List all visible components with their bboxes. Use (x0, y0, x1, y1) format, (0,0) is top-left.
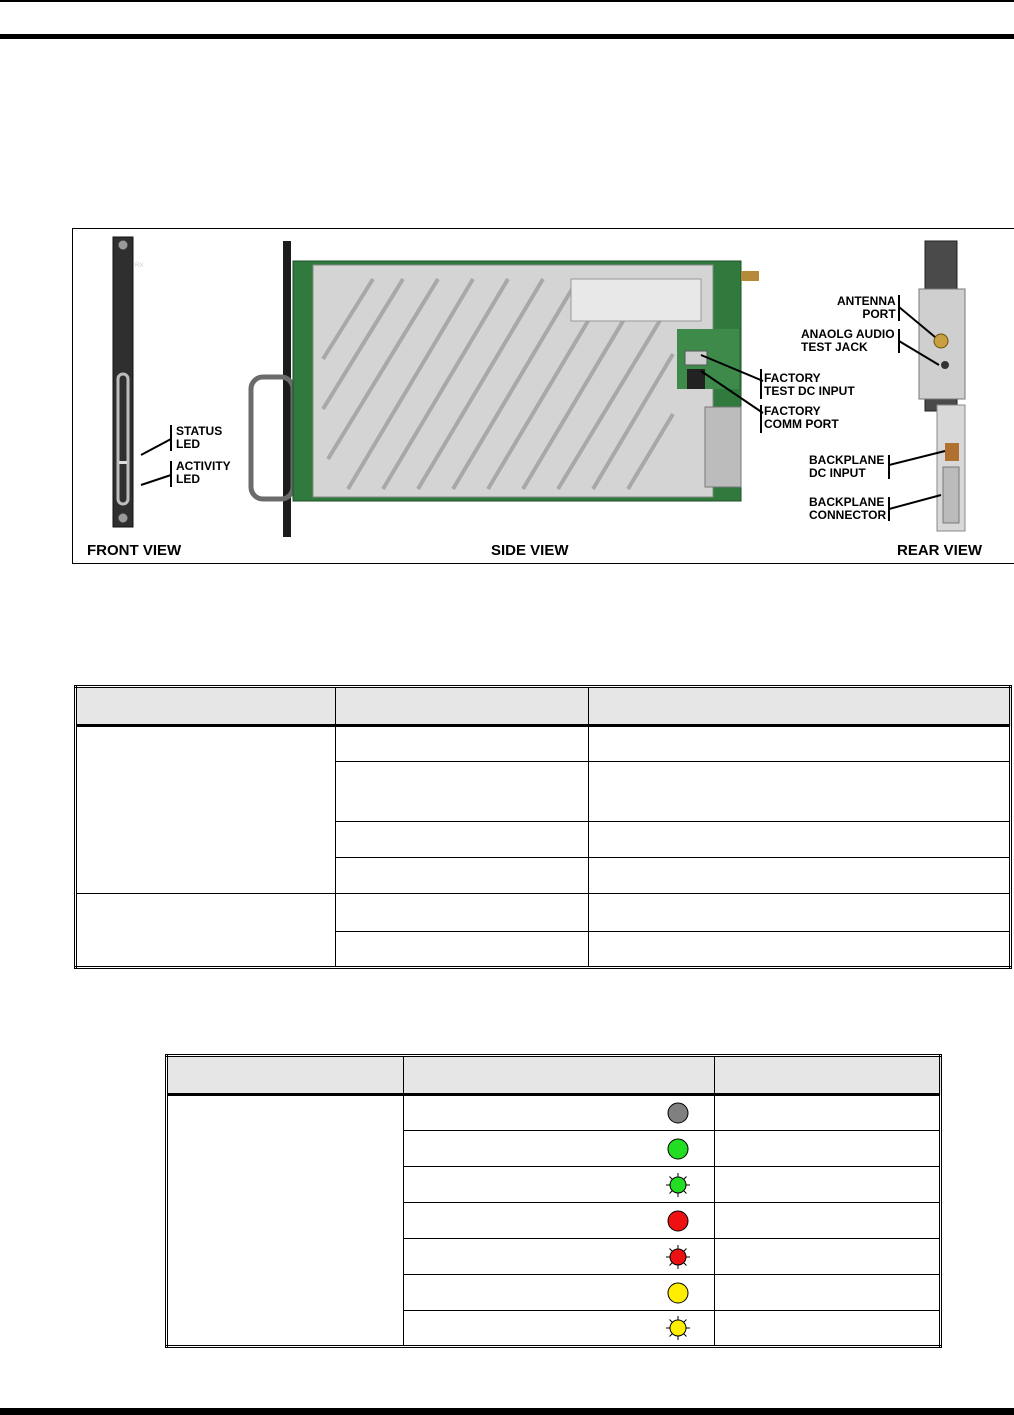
factory-test-dc-input-callout: FACTORY TEST DC INPUT (764, 371, 855, 398)
led-indicator-cell (403, 1095, 714, 1131)
table-cell (715, 1095, 941, 1131)
front-view-label: FRONT VIEW (87, 542, 182, 559)
table-cell (335, 726, 588, 762)
table-cell (715, 1203, 941, 1239)
footer-rule (0, 1408, 1014, 1415)
led-icon (666, 1101, 690, 1125)
table-header-row (76, 687, 1011, 726)
activity-led-callout: ACTIVITY LED (176, 459, 231, 486)
front-panel (113, 237, 143, 527)
side-view-label: SIDE VIEW (491, 542, 569, 559)
table-cell (335, 932, 588, 968)
led-state-row (167, 1095, 941, 1131)
backplane-connector-callout: BACKPLANE CONNECTOR (809, 495, 887, 522)
led-indicator-cell (403, 1131, 714, 1167)
table-cell (715, 1239, 941, 1275)
table-cell (335, 822, 588, 858)
table-cell (588, 858, 1010, 894)
led-indicator-cell (403, 1311, 714, 1347)
table-header-cell (403, 1056, 714, 1095)
led-states-table (165, 1054, 942, 1348)
header-rule-thin (0, 0, 1014, 2)
module-views-figure (72, 228, 1014, 564)
led-indicator-cell (403, 1275, 714, 1311)
led-indicator-cell (403, 1167, 714, 1203)
table-cell (335, 762, 588, 822)
led-indicator-cell (403, 1239, 714, 1275)
flashing-led-icon (666, 1245, 690, 1269)
header-rule-thick (0, 34, 1014, 39)
led-icon (666, 1137, 690, 1161)
status-led-callout: STATUS LED (176, 424, 223, 451)
table-cell (588, 932, 1010, 968)
flashing-led-icon (666, 1316, 690, 1340)
antenna-port-callout: ANTENNA PORT (837, 294, 896, 321)
flashing-led-icon (666, 1173, 690, 1197)
panel-badge: RX (135, 263, 144, 269)
rear-view-label: REAR VIEW (897, 542, 983, 559)
table-cell (715, 1131, 941, 1167)
table-cell (715, 1275, 941, 1311)
table-header-cell (715, 1056, 941, 1095)
table-header-cell (335, 687, 588, 726)
table-row (76, 726, 1011, 762)
table-cell (335, 858, 588, 894)
table-cell (715, 1167, 941, 1203)
table-cell (588, 894, 1010, 932)
table-cell (76, 726, 336, 894)
led-icon (666, 1209, 690, 1233)
backplane-dc-input-callout: BACKPLANE DC INPUT (809, 453, 885, 480)
table-row (76, 894, 1011, 932)
rear-view-module (919, 241, 965, 531)
table-cell (588, 822, 1010, 858)
table-header-row (167, 1056, 941, 1095)
table-cell (76, 894, 336, 968)
factory-comm-port-callout: FACTORY COMM PORT (764, 404, 839, 431)
table-cell (588, 726, 1010, 762)
table-header-cell (588, 687, 1010, 726)
led-icon (666, 1281, 690, 1305)
table-cell (335, 894, 588, 932)
led-indicator-cell (403, 1203, 714, 1239)
table-cell (167, 1095, 404, 1347)
connectors-table (74, 685, 1012, 969)
table-header-cell (167, 1056, 404, 1095)
table-cell (588, 762, 1010, 822)
analog-audio-test-jack-callout: ANAOLG AUDIO TEST JACK (801, 327, 895, 354)
table-cell (715, 1311, 941, 1347)
side-view-board (251, 241, 759, 537)
table-header-cell (76, 687, 336, 726)
